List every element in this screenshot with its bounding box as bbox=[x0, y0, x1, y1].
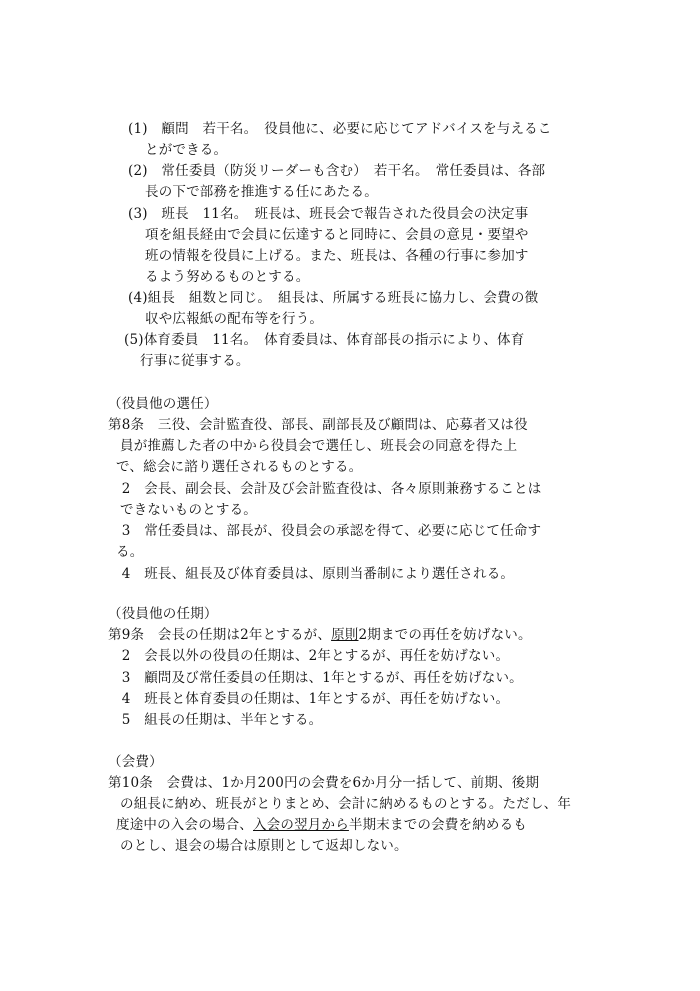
article-10-line-text: 度途中の入会の場合、 bbox=[116, 817, 253, 833]
article-8-line: 2 会長、副会長、会計及び会計監査役は、各々原則兼務することは bbox=[108, 481, 542, 497]
article-8-line: 3 常任委員は、部長が、役員会の承認を得て、必要に応じて任命す bbox=[108, 523, 542, 539]
article-8-line: 第8条 三役、会計監査役、部長、副部長及び顧問は、応募者又は役 bbox=[108, 417, 528, 433]
role-2-line-1: (2) 常任委員（防災リーダーも含む） 若干名。 常任委員は、各部 bbox=[128, 163, 546, 179]
article-9-line-text: 2期までの再任を妨げない。 bbox=[358, 627, 532, 643]
role-5-line-1: (5)体育委員 11名。 体育委員は、体育部長の指示により、体育 bbox=[124, 332, 525, 348]
article-8-line: で、総会に諮り選任されるものとする。 bbox=[116, 459, 363, 475]
role-3-line-4: るよう努めるものとする。 bbox=[145, 269, 310, 285]
article-10-underlined-text: 入会の翌月から bbox=[253, 817, 349, 833]
article-10-heading: （会費） bbox=[108, 754, 163, 770]
article-9-line-text: 第9条 会長の任期は2年とするが、 bbox=[108, 627, 332, 643]
article-8-line: 4 班長、組長及び体育委員は、原則当番制により選任される。 bbox=[108, 566, 515, 582]
article-8-line: できないものとする。 bbox=[120, 502, 257, 518]
article-10-line: のとし、退会の場合は原則として返却しない。 bbox=[120, 838, 408, 854]
role-4-line-2: 収や広報紙の配布等を行う。 bbox=[145, 311, 324, 327]
article-10-line: 第10条 会費は、1か月200円の会費を6か月分一括して、前期、後期 bbox=[108, 775, 540, 791]
role-3-line-1: (3) 班長 11名。 班長は、班長会で報告された役員会の決定事 bbox=[128, 206, 529, 222]
article-10-line bbox=[116, 815, 527, 835]
article-9-line: 5 組長の任期は、半年とする。 bbox=[108, 712, 323, 728]
article-9-line: 3 顧問及び常任委員の任期は、1年とするが、再任を妨げない。 bbox=[108, 670, 523, 686]
article-10-line: の組長に納め、班長がとりまとめ、会計に納めるものとする。ただし、年 bbox=[120, 796, 572, 812]
article-9-line: 2 会長以外の役員の任期は、2年とするが、再任を妨げない。 bbox=[108, 648, 510, 664]
role-5-line-2: 行事に従事する。 bbox=[140, 353, 250, 369]
role-2-line-2: 長の下で部務を推進する任にあたる。 bbox=[145, 184, 378, 200]
article-10-line-text: 半期末までの会費を納めるも bbox=[348, 817, 528, 833]
article-8-line: 員が推薦した者の中から役員会で選任し、班長会の同意を得た上 bbox=[120, 438, 518, 454]
article-8-line: る。 bbox=[116, 544, 144, 560]
article-9-underlined-text: 原則 bbox=[331, 627, 359, 643]
article-8-heading: （役員他の選任） bbox=[108, 396, 218, 412]
article-9-line bbox=[108, 625, 532, 645]
role-1-line-1: (1) 顧問 若干名。 役員他に、必要に応じてアドバイスを与えるこ bbox=[128, 121, 552, 137]
article-9-heading: （役員他の任期） bbox=[108, 606, 218, 622]
role-3-line-3: 班の情報を役員に上げる。また、班長は、各種の行事に参加す bbox=[145, 248, 529, 264]
article-9-line: 4 班長と体育委員の任期は、1年とするが、再任を妨げない。 bbox=[108, 691, 510, 707]
role-4-line-1: (4)組長 組数と同じ。 組長は、所属する班長に協力し、会費の徴 bbox=[128, 290, 539, 306]
role-1-line-2: とができる。 bbox=[145, 142, 228, 158]
role-3-line-2: 項を組長経由で会員に伝達すると同時に、会員の意見・要望や bbox=[145, 227, 529, 243]
